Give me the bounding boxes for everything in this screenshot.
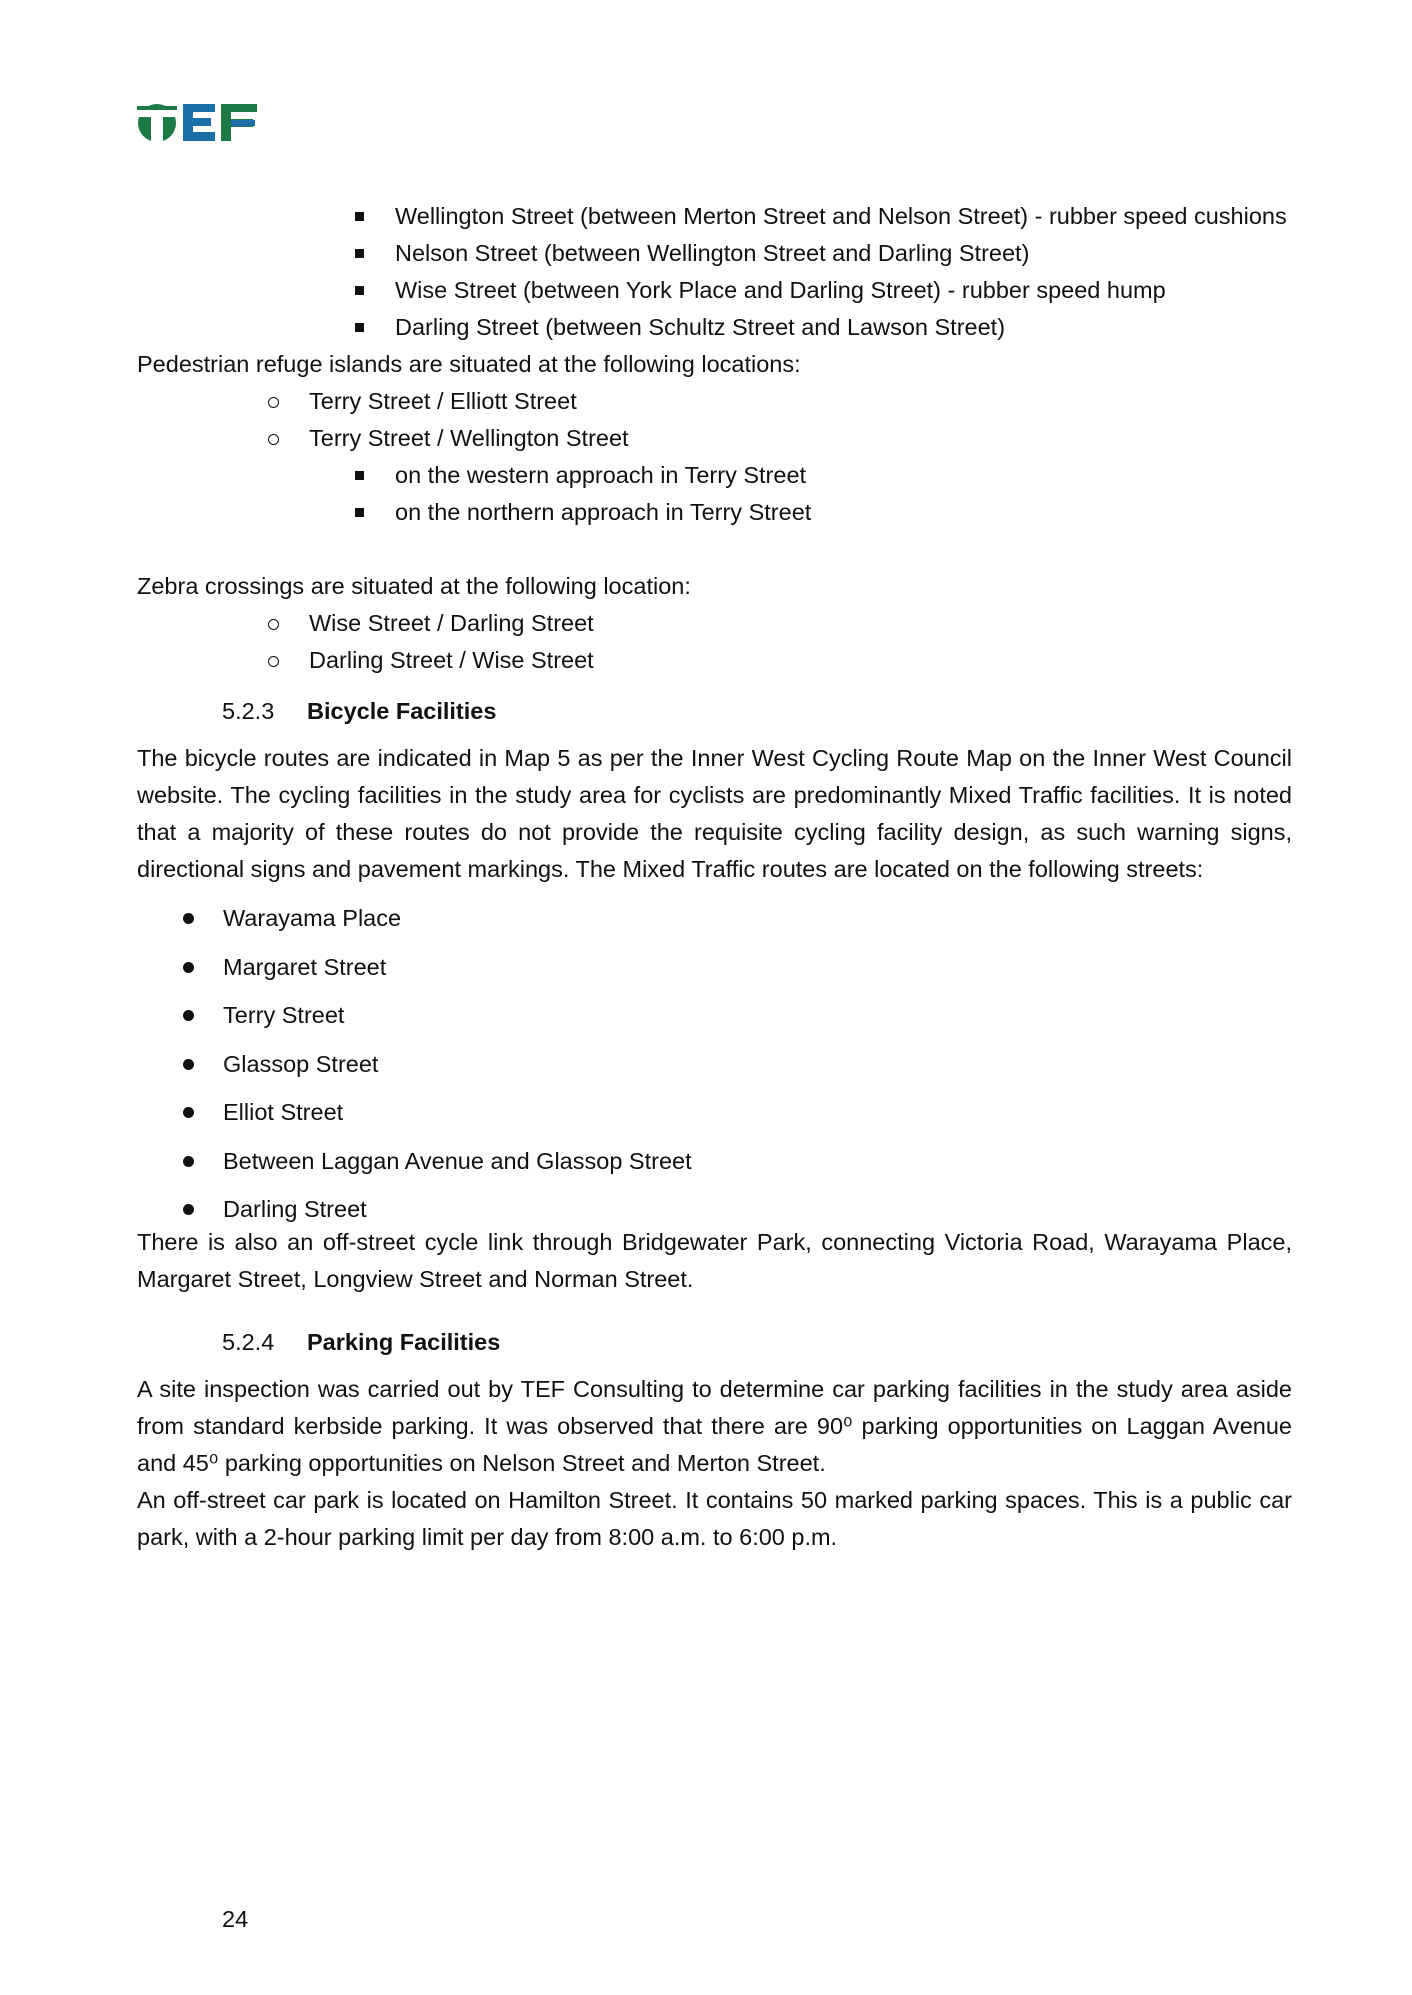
list-item: Margaret Street xyxy=(137,949,1292,998)
section-title: Bicycle Facilities xyxy=(307,698,497,724)
section-heading-bicycle xyxy=(137,693,1292,730)
list-item: Glassop Street xyxy=(137,1046,1292,1095)
list-item: Terry Street / Elliott Street xyxy=(137,383,1292,420)
square-bullet-icon xyxy=(355,471,364,480)
list-item: Darling Street (between Schultz Street and Lawson Street) xyxy=(137,309,1292,346)
zebra-intro: Zebra crossings are situated at the following location: xyxy=(137,573,691,599)
square-bullet-icon xyxy=(355,286,364,295)
bullet-icon xyxy=(183,1107,194,1118)
list-item: Warayama Place xyxy=(137,900,1292,949)
bullet-icon xyxy=(183,962,194,973)
list-item: Elliot Street xyxy=(137,1094,1292,1143)
page-number: 24 xyxy=(222,1906,249,1932)
square-bullet-icon xyxy=(355,249,364,258)
bullet-icon xyxy=(183,1156,194,1167)
cycle-link-paragraph: There is also an off-street cycle link through Bridgewater Park, connecting Victoria Road, Warayama Place, Margaret Street, Longview Street and Norman Street. xyxy=(137,1229,1292,1292)
bullet-icon xyxy=(183,1010,194,1021)
list-item: Between Laggan Avenue and Glassop Street xyxy=(137,1143,1292,1192)
list-item: Darling Street / Wise Street xyxy=(137,642,1292,679)
list-item: Wise Street / Darling Street xyxy=(137,605,1292,642)
bicycle-street-list xyxy=(137,900,1292,1224)
list-item: Darling Street xyxy=(137,1191,1292,1224)
list-item: Terry Street xyxy=(137,997,1292,1046)
list-item: Terry Street / Wellington Street xyxy=(137,420,1292,457)
square-bullet-icon xyxy=(355,212,364,221)
document-body xyxy=(137,198,1292,1556)
list-item: Wise Street (between York Place and Darling Street) - rubber speed hump xyxy=(137,272,1292,309)
tef-logo xyxy=(137,100,259,146)
section-title: Parking Facilities xyxy=(307,1329,501,1355)
section-heading-parking xyxy=(137,1324,1292,1361)
bullet-icon xyxy=(183,1204,194,1215)
bullet-icon xyxy=(183,1059,194,1070)
section-number: 5.2.4 xyxy=(222,1329,275,1355)
list-item: on the western approach in Terry Street xyxy=(137,457,1292,494)
circle-bullet-icon xyxy=(268,656,279,667)
parking-paragraph-2: An off-street car park is located on Hamilton Street. It contains 50 marked parking spaces. This is a public car park, with a 2-hour parking limit per day from 8:00 a.m. to 6:00 p.m. xyxy=(137,1487,1292,1550)
square-bullet-icon xyxy=(355,508,364,517)
circle-bullet-icon xyxy=(268,434,279,445)
list-item: Nelson Street (between Wellington Street and Darling Street) xyxy=(137,235,1292,272)
parking-paragraph-1: A site inspection was carried out by TEF Consulting to determine car parking facilities in the study area aside from standard kerbside parking. It was observed that there are 90⁰ parking opportunities on Laggan Avenue and 45⁰ parking opportunities on Nelson Street and Merton Street. xyxy=(137,1376,1292,1476)
circle-bullet-icon xyxy=(268,619,279,630)
bullet-icon xyxy=(183,913,194,924)
bicycle-paragraph: The bicycle routes are indicated in Map 5 as per the Inner West Cycling Route Map on the Inner West Council website. The cycling facilities in the study area for cyclists are predominantly Mixed Traffic facilities. It is noted that a majority of these routes do not provide the requisite cycling facility design, as such warning signs, directional signs and pavement markings. The Mixed Traffic routes are located on the following streets: xyxy=(137,745,1292,882)
circle-bullet-icon xyxy=(268,397,279,408)
section-number: 5.2.3 xyxy=(222,698,275,724)
list-item: Wellington Street (between Merton Street and Nelson Street) - rubber speed cushions xyxy=(137,198,1292,235)
square-bullet-icon xyxy=(355,323,364,332)
refuge-intro: Pedestrian refuge islands are situated at the following locations: xyxy=(137,351,801,377)
list-item: on the northern approach in Terry Street xyxy=(137,494,1292,531)
